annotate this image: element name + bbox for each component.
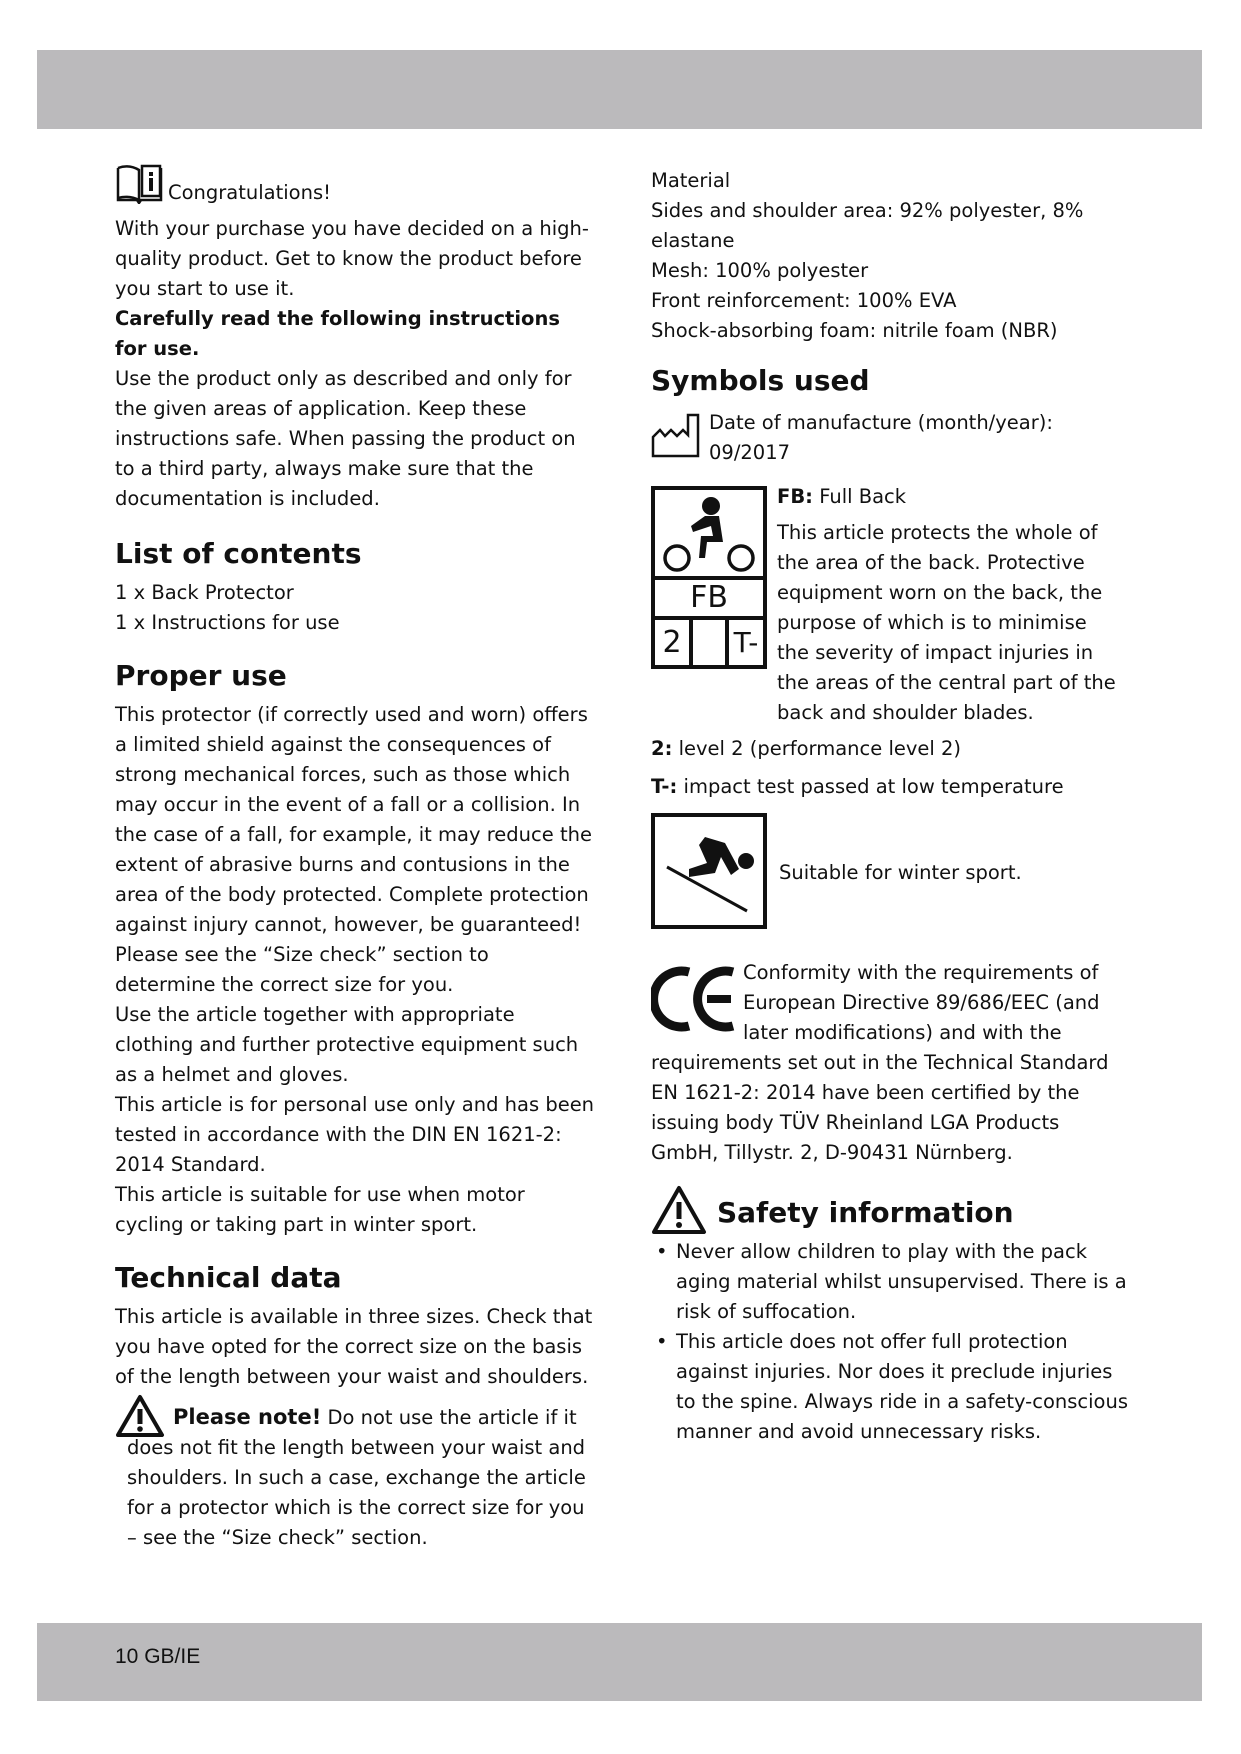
intro-paragraph: With your purchase you have decided on a high-quality product. Get to know the product before you start to use it. — [115, 217, 589, 300]
footer-bar — [37, 1623, 1202, 1701]
temp-text: impact test passed at low temperature — [683, 775, 1064, 798]
winter-sport-text: Suitable for winter sport. — [779, 861, 1022, 884]
winter-sport-icon — [651, 813, 767, 929]
fb-title: Full Back — [819, 485, 907, 508]
fb-description-block — [651, 482, 1121, 802]
intro-warning: Carefully read the following instructions for use. — [115, 307, 560, 360]
material-line: Mesh: 100% polyester — [651, 259, 869, 282]
intro-section — [115, 166, 595, 514]
technical-paragraph: This article is available in three sizes. Check that you have opted for the correct size on the basis of the length between your waist and shoulders. — [115, 1305, 593, 1388]
material-section — [651, 166, 1131, 346]
intro-paragraph: Use the product only as described and only for the given areas of application. Keep these instructions safe. When passing the product on to a third party, always make sure that the documentation is included. — [115, 367, 576, 510]
fb-label: FB: — [777, 485, 813, 508]
material-line: Material — [651, 169, 731, 192]
note-text: Do not use the article if it does not fit the length between your waist and shoulders. In such a case, exchange the article for a protector which is the correct size for you – see the “Size check” section. — [127, 1406, 586, 1549]
note-label: Please note! — [173, 1405, 322, 1429]
info-book-icon — [115, 162, 165, 204]
proper-use-paragraph: This article is for personal use only and has been tested in accordance with the DIN EN 1621-2: 2014 Standard. — [115, 1093, 595, 1176]
safety-heading: Safety information — [717, 1196, 1014, 1229]
temp-label: T-: — [651, 775, 678, 798]
header-bar — [37, 50, 1202, 129]
contents-heading: List of contents — [115, 537, 362, 570]
page-number: 10 GB/IE — [115, 1645, 201, 1668]
level-text: level 2 (performance level 2) — [678, 737, 962, 760]
material-line: Shock-absorbing foam: nitrile foam (NBR) — [651, 319, 1058, 342]
safety-item: • This article does not offer full protection against injuries. Nor does it preclude injuries to the spine. Always ride in a safety-conscious manner and avoid unnecessary risks. — [651, 1327, 1131, 1447]
material-line: Front reinforcement: 100% EVA — [651, 289, 957, 312]
fb-code: FB — [690, 580, 728, 615]
fb-temp: T- — [733, 626, 759, 659]
ce-block — [651, 958, 1131, 1168]
safety-item: • Never allow children to play with the pack aging material whilst unsupervised. There is a risk of suffocation. — [651, 1237, 1131, 1327]
ce-mark-icon — [651, 964, 737, 1034]
proper-use-heading: Proper use — [115, 659, 287, 692]
proper-use-paragraph: This article is suitable for use when motor cycling or taking part in winter sport. — [115, 1183, 525, 1236]
date-of-manufacture: Date of manufacture (month/year): 09/2017 — [709, 411, 1053, 464]
proper-use-paragraph: This protector (if correctly used and worn) offers a limited shield against the consequences of strong mechanical forces, such as those which may occur in the event of a fall or a collision. In the case of a fall, for example, it may reduce the extent of abrasive burns and contusions in the area of the body protected. Complete protection against injury cannot, however, be guaranteed! — [115, 703, 592, 936]
material-line: Sides and shoulder area: 92% polyester, 8% elastane — [651, 199, 1084, 252]
warning-icon — [115, 1394, 165, 1438]
fb-level: 2 — [662, 625, 682, 660]
fb-description: This article protects the whole of the area of the back. Protective equipment worn on the back, the purpose of which is to minimise the severity of impact injuries in the areas of the central part of the back and shoulder blades. — [777, 521, 1116, 724]
symbols-heading: Symbols used — [651, 364, 870, 397]
intro-title: Congratulations! — [168, 181, 331, 204]
warning-icon — [651, 1185, 707, 1235]
contents-item: 1 x Back Protector — [115, 581, 294, 604]
proper-use-paragraph: Please see the “Size check” section to determine the correct size for you. — [115, 943, 489, 996]
contents-item: 1 x Instructions for use — [115, 611, 340, 634]
please-note — [115, 1402, 595, 1553]
ce-text: Conformity with the requirements of European Directive 89/686/EEC (and later modifications) and with the requirements set out in the Technical Standard EN 1621-2: 2014 have been certified by the issuing body TÜV Rheinland LGA Products GmbH, Tillystr. 2, D-90431 Nürnberg. — [651, 961, 1109, 1164]
proper-use-paragraph: Use the article together with appropriate clothing and further protective equipment such as a helmet and gloves. — [115, 1003, 579, 1086]
factory-icon — [650, 412, 702, 460]
level-label: 2: — [651, 737, 673, 760]
technical-heading: Technical data — [115, 1261, 342, 1294]
